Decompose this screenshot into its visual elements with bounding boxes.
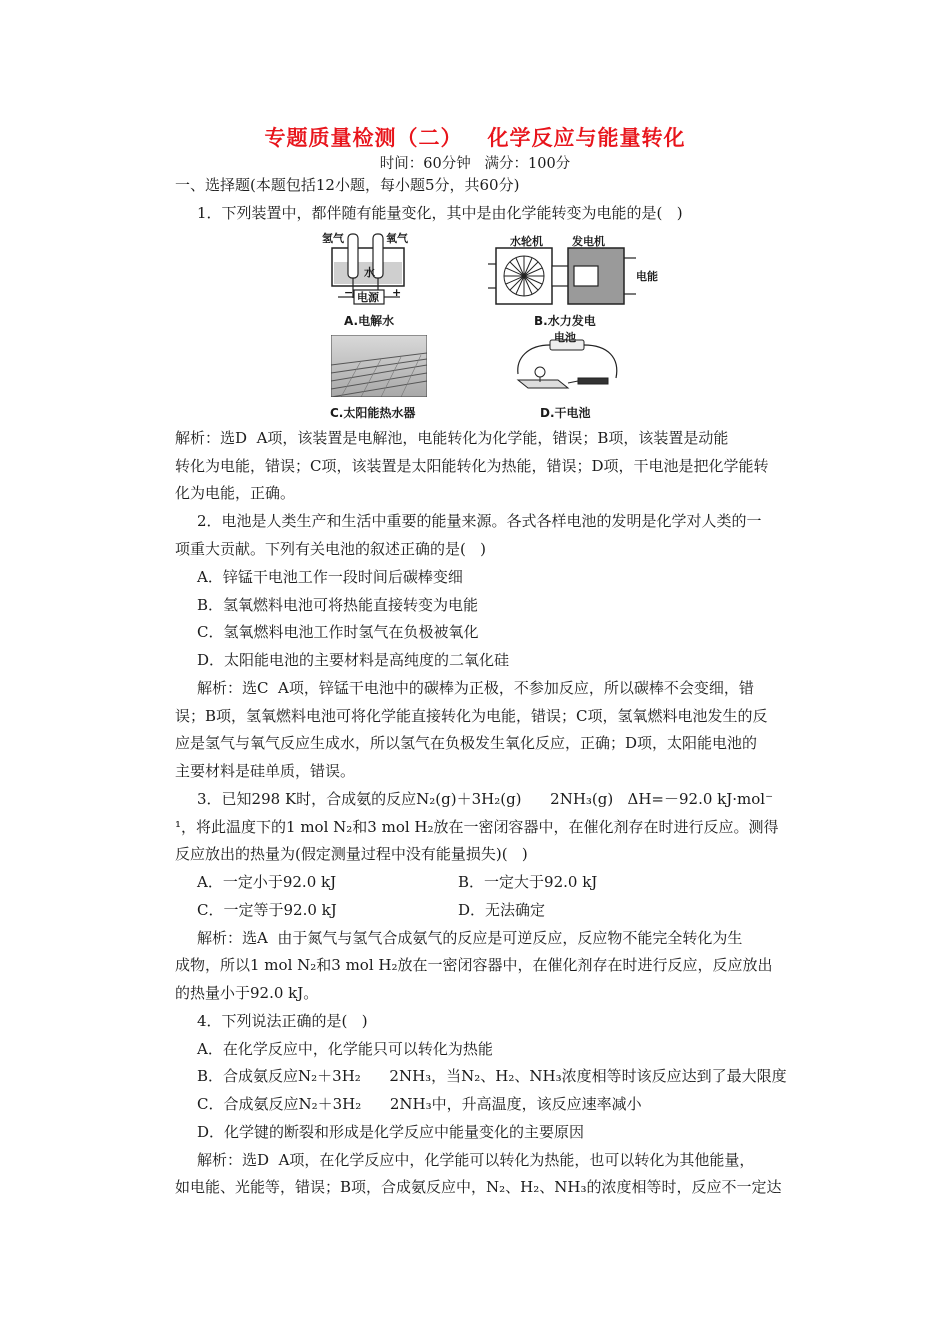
label-electric-energy: 电能 <box>636 270 658 283</box>
text-line: D．化学键的断裂和形成是化学反应中能量变化的主要原因 <box>197 1123 585 1141</box>
text-line: 转化为电能，错误；C项，该装置是太阳能转化为热能，错误；D项，干电池是把化学能转 <box>175 457 769 475</box>
text-line: ¹，将此温度下的1 mol N₂和3 mol H₂放在一密闭容器中，在催化剂存在时进行反应。测得 <box>175 818 779 836</box>
text-line: 解析：选D A项，在化学反应中，化学能可以转化为热能，也可以转化为其他能量， <box>197 1151 755 1169</box>
text-line: 4．下列说法正确的是( ) <box>197 1012 368 1030</box>
text-line: 3．已知298 K时，合成氨的反应N₂(g)＋3H₂(g) 2NH₃(g) ΔH=－92.0 kJ·mol⁻ <box>197 790 774 808</box>
caption-c: C.太阳能热水器 <box>330 406 416 420</box>
page-subtitle: 时间：60分钟 满分：100分 <box>379 156 571 172</box>
text-line: B．合成氨反应N₂＋3H₂ 2NH₃，当N₂、H₂、NH₃浓度相等时该反应达到了最大限度 <box>197 1067 787 1085</box>
figure-hydropower <box>488 244 638 310</box>
text-line: 应是氢气与氧气反应生成水，所以氢气在负极发生氧化反应，正确；D项，太阳能电池的 <box>175 734 758 752</box>
label-oxygen: 氧气 <box>386 232 408 245</box>
caption-a: A.电解水 <box>344 314 395 328</box>
text-line: 成物，所以1 mol N₂和3 mol H₂放在一密闭容器中，在催化剂存在时进行反应，反应放出 <box>175 956 773 974</box>
label-plus: + <box>392 286 402 299</box>
label-power-source: 电源 <box>357 291 379 304</box>
label-minus: − <box>344 286 354 299</box>
caption-b: B.水力发电 <box>534 314 596 328</box>
label-water: 水 <box>364 266 375 279</box>
section-heading: 一、选择题(本题包括12小题，每小题5分，共60分) <box>175 176 520 194</box>
text-line: A．一定小于92.0 kJ <box>197 873 337 891</box>
text-line: A．锌锰干电池工作一段时间后碳棒变细 <box>197 568 463 586</box>
text-line: 解析：选D A项，该装置是电解池，电能转化为化学能，错误；B项，该装置是动能 <box>175 429 729 447</box>
text-line: D．太阳能电池的主要材料是高纯度的二氧化硅 <box>197 651 510 669</box>
text-line: 2．电池是人类生产和生活中重要的能量来源。各式各样电池的发明是化学对人类的一 <box>197 512 762 530</box>
text-line: 误；B项，氢氧燃料电池可将化学能直接转化为电能，错误；C项，氢氧燃料电池发生的反 <box>175 707 768 725</box>
text-line: 化为电能，正确。 <box>175 484 296 502</box>
text-line: 1．下列装置中，都伴随有能量变化，其中是由化学能转变为电能的是( ) <box>197 204 683 222</box>
text-line: C．氢氧燃料电池工作时氢气在负极被氧化 <box>197 623 479 641</box>
page-title: 专题质量检测（二） 化学反应与能量转化 <box>264 126 686 150</box>
text-line: D．无法确定 <box>458 901 546 919</box>
caption-d: D.干电池 <box>540 406 591 420</box>
text-line: 的热量小于92.0 kJ。 <box>175 984 319 1002</box>
label-generator: 发电机 <box>572 235 605 248</box>
text-line: C．一定等于92.0 kJ <box>197 901 337 919</box>
label-hydrogen: 氢气 <box>322 232 344 245</box>
label-turbine: 水轮机 <box>510 235 543 248</box>
text-line: 如电能、光能等，错误；B项，合成氨反应中，N₂、H₂、NH₃的浓度相等时，反应不一定达 <box>175 1178 782 1196</box>
label-battery: 电池 <box>554 331 576 344</box>
text-line: C．合成氨反应N₂＋3H₂ 2NH₃中，升高温度，该反应速率减小 <box>197 1095 642 1113</box>
text-line: A．在化学反应中，化学能只可以转化为热能 <box>197 1040 493 1058</box>
text-line: 解析：选A 由于氮气与氢气合成氨气的反应是可逆反应，反应物不能完全转化为生 <box>197 929 743 947</box>
text-line: 主要材料是硅单质，错误。 <box>175 762 356 780</box>
figure-solar-heater-photo <box>331 335 427 397</box>
text-line: B．一定大于92.0 kJ <box>458 873 598 891</box>
text-line: 项重大贡献。下列有关电池的叙述正确的是( ) <box>175 540 487 558</box>
text-line: B．氢氧燃料电池可将热能直接转变为电能 <box>197 596 479 614</box>
text-line: 反应放出的热量为(假定测量过程中没有能量损失)( ) <box>175 845 528 863</box>
text-line: 解析：选C A项，锌锰干电池中的碳棒为正极，不参加反应，所以碳棒不会变细，错 <box>197 679 754 697</box>
